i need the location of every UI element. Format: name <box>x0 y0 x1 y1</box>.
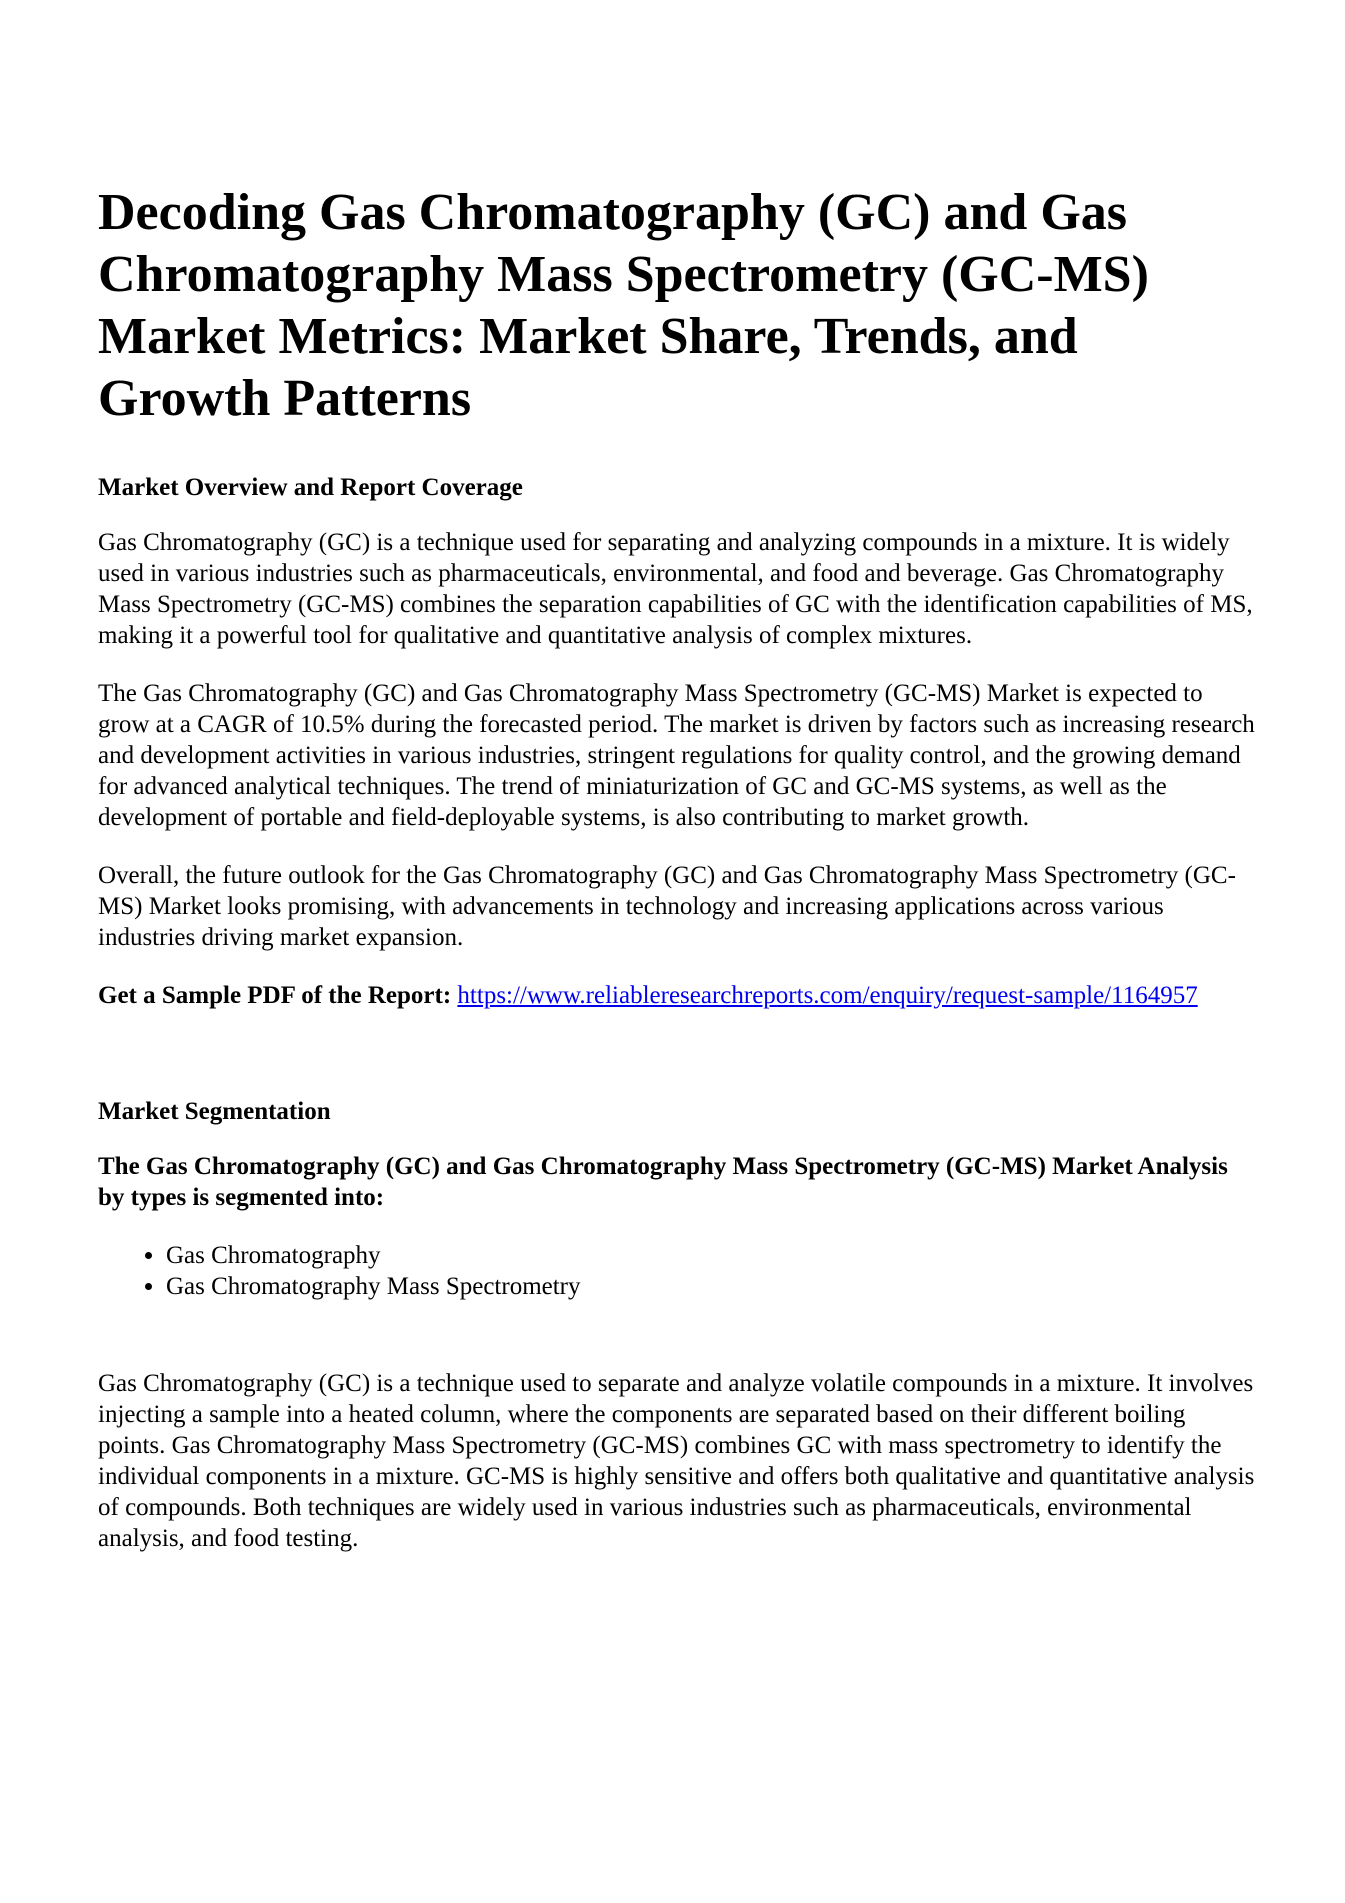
sample-pdf-line <box>98 980 1258 1011</box>
overview-paragraph-2: The Gas Chromatography (GC) and Gas Chromatography Mass Spectrometry (GC-MS) Market is expected to grow at a CAGR of 10.5% during the forecasted period. The market is driven by factors such as increasing research and development activities in various industries, stringent regulations for quality control, and the growing demand for advanced analytical techniques. The trend of miniaturization of GC and GC-MS systems, as well as the development of portable and field-deployable systems, is also contributing to market growth. <box>98 680 1255 831</box>
document-page <box>98 150 1258 1581</box>
segmentation-heading: Market Segmentation <box>98 1098 331 1125</box>
overview-paragraph-1: Gas Chromatography (GC) is a technique used for separating and analyzing compounds in a mixture. It is widely used in various industries such as pharmaceuticals, environmental, and food and beverage. Gas Chromatography Mass Spectrometry (GC-MS) combines the separation capabilities of GC with the identification capabilities of MS, making it a powerful tool for qualitative and quantitative analysis of complex mixtures. <box>98 529 1253 649</box>
sample-pdf-label: Get a Sample PDF of the Report: <box>98 982 452 1009</box>
segment-types-list <box>98 1240 1258 1302</box>
section-spacer <box>98 1302 1258 1368</box>
overview-heading: Market Overview and Report Coverage <box>98 474 523 501</box>
list-item: • Gas Chromatography <box>166 1240 1258 1271</box>
page-title: Decoding Gas Chromatography (GC) and Gas Chromatography Mass Spectrometry (GC-MS) Market Metrics: Market Share, Trends, and Growth Patterns <box>98 184 1149 427</box>
segmentation-paragraph: Gas Chromatography (GC) is a technique used to separate and analyze volatile compounds in a mixture. It involves injecting a sample into a heated column, where the components are separated based on their different boiling points. Gas Chromatography Mass Spectrometry (GC-MS) combines GC with mass spectrometry to identify the individual components in a mixture. GC-MS is highly sensitive and offers both qualitative and quantitative analysis of compounds. Both techniques are widely used in various industries such as pharmaceuticals, environmental analysis, and food testing. <box>98 1370 1255 1552</box>
overview-paragraph-3: Overall, the future outlook for the Gas Chromatography (GC) and Gas Chromatography Mass Spectrometry (GC-MS) Market looks promising, with advancements in technology and increasing applications across various industries driving market expansion. <box>98 862 1236 951</box>
list-item: • Gas Chromatography Mass Spectrometry <box>166 1271 1258 1302</box>
sample-pdf-link[interactable]: https://www.reliableresearchreports.com/enquiry/request-sample/1164957 <box>457 982 1198 1009</box>
section-spacer <box>98 1038 1258 1096</box>
segmentation-subheading: The Gas Chromatography (GC) and Gas Chromatography Mass Spectrometry (GC-MS) Market Analysis by types is segmented into: <box>98 1153 1228 1211</box>
